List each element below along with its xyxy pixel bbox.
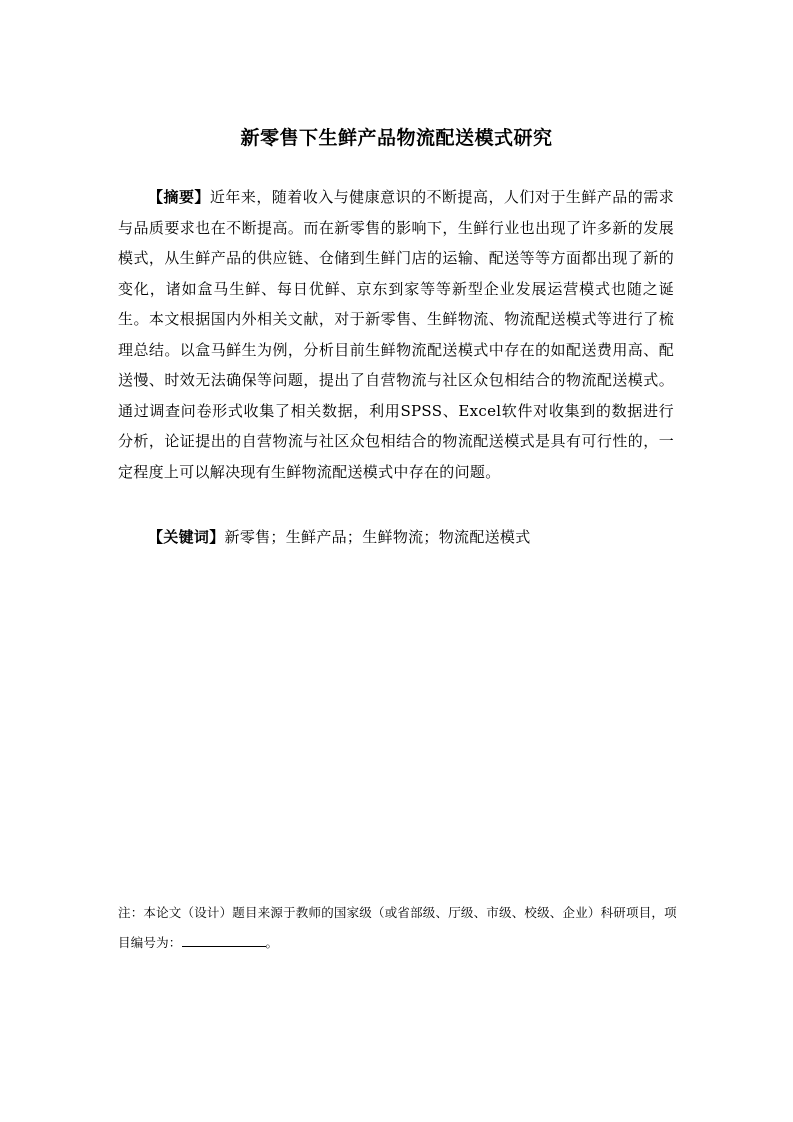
footnote — [118, 898, 678, 958]
page-title: 新零售下生鲜产品物流配送模式研究 — [240, 127, 553, 149]
abstract-label: 【摘要】 — [148, 188, 210, 206]
keywords-text: 新零售；生鲜产品；生鲜物流；物流配送模式 — [224, 528, 531, 546]
keywords-paragraph — [118, 522, 674, 552]
abstract-paragraph — [118, 182, 674, 487]
keywords-label: 【关键词】 — [148, 528, 225, 546]
abstract-text: 近年来，随着收入与健康意识的不断提高，人们对于生鲜产品的需求与品质要求也在不断提高。而在新零售的影响下，生鲜行业也出现了许多新的发展模式，从生鲜产品的供应链、仓储到生鲜门店的运输、配送等等方面都出现了新的变化，诸如盒马生鲜、每日优鲜、京东到家等等新型企业发展运营模式也随之诞生。本文根据国内外相关文献，对于新零售、生鲜物流、物流配送模式等进行了梳理总结。以盒马鲜生为例，分析目前生鲜物流配送模式中存在的如配送费用高、配送慢、时效无法确保等问题，提出了自营物流与社区众包相结合的物流配送模式。通过调查问卷形式收集了相关数据，利用SPSS、Excel软件对收集到的数据进行分析，论证提出的自营物流与社区众包相结合的物流配送模式是具有可行性的，一定程度上可以解决现有生鲜物流配送模式中存在的问题。 — [118, 188, 674, 481]
footnote-end: 。 — [265, 935, 279, 950]
footnote-text: 注：本论文（设计）题目来源于教师的国家级（或省部级、厅级、市级、校级、企业）科研项目，项目编号为： — [118, 905, 677, 950]
project-number-blank — [182, 932, 266, 947]
